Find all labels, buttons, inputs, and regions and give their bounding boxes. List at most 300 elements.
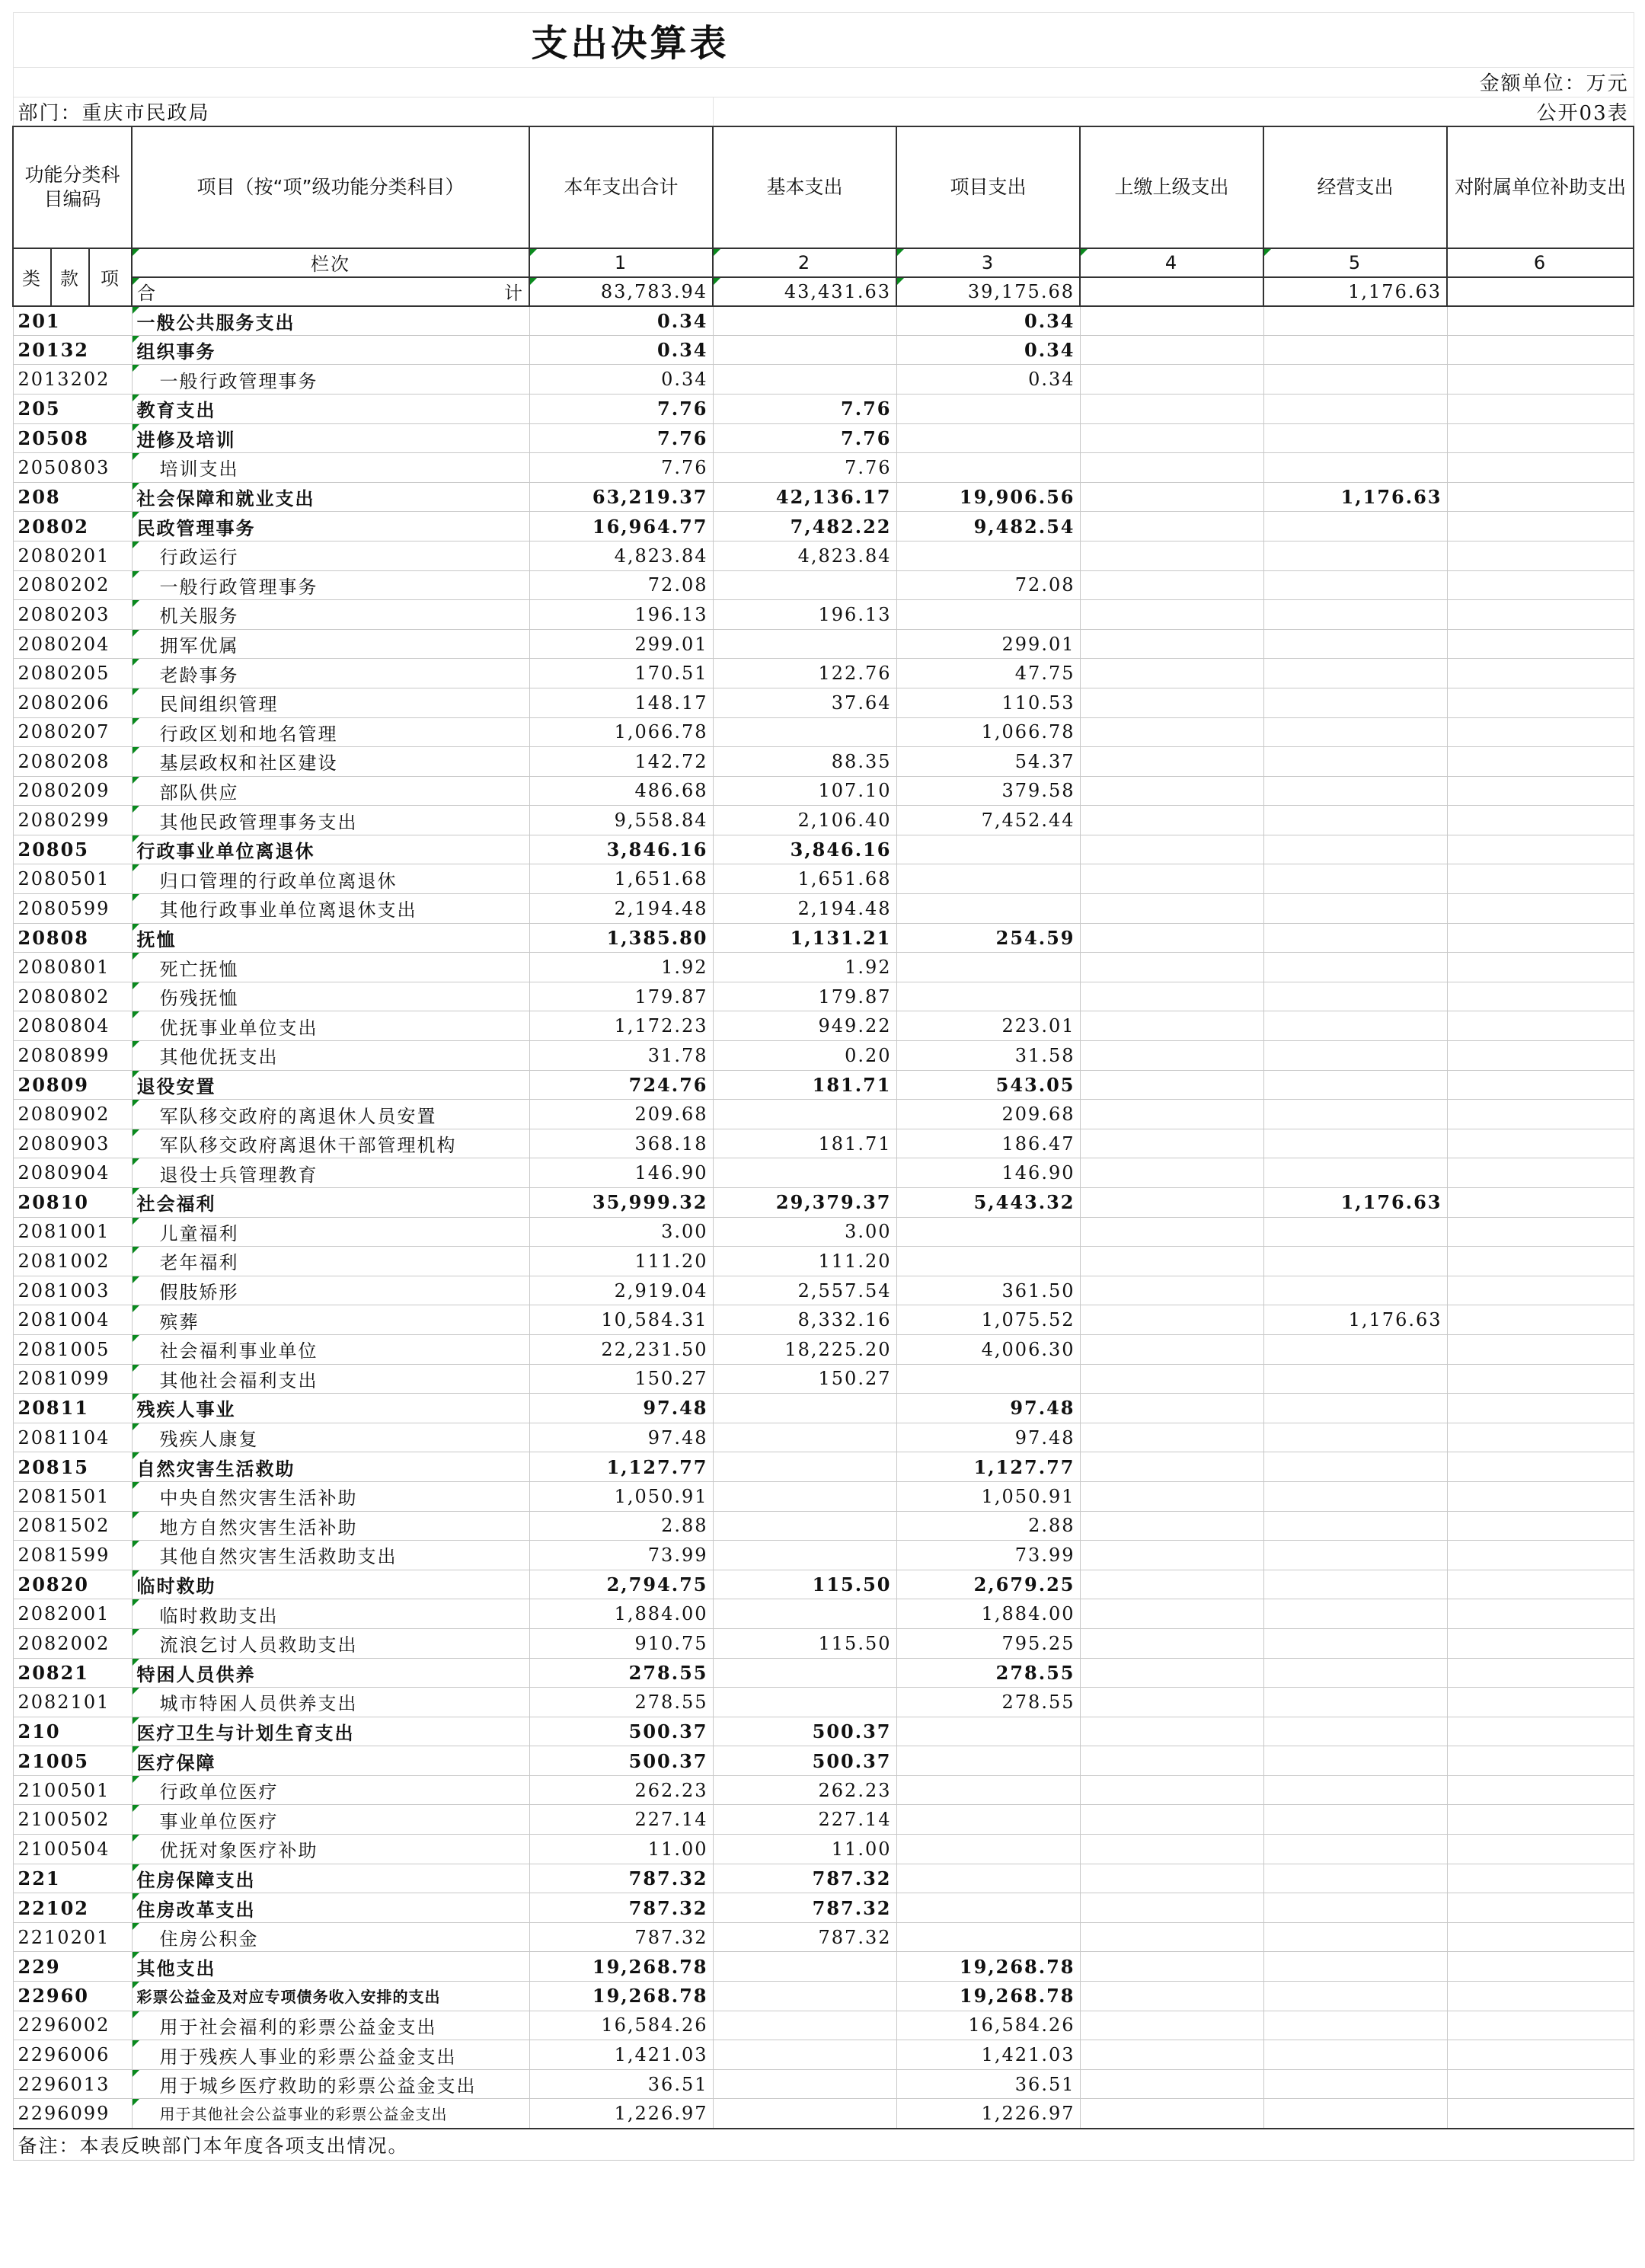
row-project bbox=[896, 600, 1080, 630]
table-row bbox=[13, 1041, 1634, 1071]
row-upper bbox=[1080, 570, 1263, 600]
row-code: 2080208 bbox=[13, 747, 132, 777]
row-subsidy bbox=[1447, 1364, 1634, 1394]
row-project: 795.25 bbox=[896, 1628, 1080, 1658]
row-project bbox=[896, 1746, 1080, 1776]
table-row bbox=[13, 335, 1634, 365]
table-row bbox=[13, 1717, 1634, 1746]
row-basic bbox=[713, 1100, 896, 1129]
row-upper bbox=[1080, 982, 1263, 1011]
row-code: 2081099 bbox=[13, 1364, 132, 1394]
row-subsidy bbox=[1447, 1334, 1634, 1364]
row-upper bbox=[1080, 1276, 1263, 1305]
row-item-name: 行政运行 bbox=[132, 541, 529, 570]
row-subsidy bbox=[1447, 482, 1634, 512]
row-total: 1.92 bbox=[529, 953, 713, 982]
table-row bbox=[13, 1864, 1634, 1893]
row-upper bbox=[1080, 1158, 1263, 1188]
row-total: 9,558.84 bbox=[529, 806, 713, 835]
row-total: 148.17 bbox=[529, 688, 713, 717]
row-upper bbox=[1080, 600, 1263, 630]
row-code: 2080804 bbox=[13, 1011, 132, 1041]
row-project bbox=[896, 1217, 1080, 1247]
row-item-name: 其他民政管理事务支出 bbox=[132, 806, 529, 835]
row-upper bbox=[1080, 1452, 1263, 1482]
row-project: 9,482.54 bbox=[896, 512, 1080, 541]
row-upper bbox=[1080, 1982, 1263, 2011]
table-row bbox=[13, 717, 1634, 747]
row-business bbox=[1263, 1452, 1447, 1482]
table-row bbox=[13, 1952, 1634, 1982]
row-item-name: 地方自然灾害生活补助 bbox=[132, 1511, 529, 1541]
table-row bbox=[13, 1423, 1634, 1452]
row-basic: 787.32 bbox=[713, 1922, 896, 1952]
row-basic bbox=[713, 2069, 896, 2099]
row-business bbox=[1263, 1247, 1447, 1276]
row-item-name: 部队供应 bbox=[132, 776, 529, 806]
row-code: 2080299 bbox=[13, 806, 132, 835]
row-basic bbox=[713, 1982, 896, 2011]
row-item-name: 住房公积金 bbox=[132, 1922, 529, 1952]
row-item-name: 用于残疾人事业的彩票公益金支出 bbox=[132, 2040, 529, 2070]
row-subsidy bbox=[1447, 1070, 1634, 1100]
row-item-name: 其他优抚支出 bbox=[132, 1041, 529, 1071]
row-subsidy bbox=[1447, 600, 1634, 630]
row-item-name: 退役士兵管理教育 bbox=[132, 1158, 529, 1188]
row-basic bbox=[713, 1688, 896, 1717]
row-total: 1,651.68 bbox=[529, 864, 713, 894]
table-row bbox=[13, 1775, 1634, 1805]
row-total: 209.68 bbox=[529, 1100, 713, 1129]
row-code: 205 bbox=[13, 394, 132, 423]
row-business bbox=[1263, 2099, 1447, 2129]
row-item-name: 用于其他社会公益事业的彩票公益金支出 bbox=[132, 2099, 529, 2129]
row-total: 170.51 bbox=[529, 659, 713, 688]
row-basic bbox=[713, 1423, 896, 1452]
row-item-name: 死亡抚恤 bbox=[132, 953, 529, 982]
row-upper bbox=[1080, 1599, 1263, 1629]
row-business bbox=[1263, 629, 1447, 659]
subheader-col2: 2 bbox=[713, 248, 896, 277]
row-upper bbox=[1080, 1511, 1263, 1541]
row-item-name: 其他社会福利支出 bbox=[132, 1364, 529, 1394]
row-basic bbox=[713, 365, 896, 395]
row-basic: 500.37 bbox=[713, 1717, 896, 1746]
row-item-name: 临时救助支出 bbox=[132, 1599, 529, 1629]
row-total: 1,884.00 bbox=[529, 1599, 713, 1629]
row-total: 0.34 bbox=[529, 365, 713, 395]
row-business bbox=[1263, 512, 1447, 541]
row-basic: 107.10 bbox=[713, 776, 896, 806]
table-row bbox=[13, 776, 1634, 806]
row-project bbox=[896, 894, 1080, 924]
row-business bbox=[1263, 717, 1447, 747]
row-code: 2296099 bbox=[13, 2099, 132, 2129]
row-upper bbox=[1080, 1247, 1263, 1276]
row-item-name: 特困人员供养 bbox=[132, 1658, 529, 1688]
row-total: 368.18 bbox=[529, 1129, 713, 1158]
row-upper bbox=[1080, 1481, 1263, 1511]
row-basic bbox=[713, 1394, 896, 1423]
row-project: 110.53 bbox=[896, 688, 1080, 717]
table-row bbox=[13, 1011, 1634, 1041]
row-code: 2082001 bbox=[13, 1599, 132, 1629]
row-basic: 2,106.40 bbox=[713, 806, 896, 835]
row-subsidy bbox=[1447, 1158, 1634, 1188]
row-code: 2081002 bbox=[13, 1247, 132, 1276]
row-project bbox=[896, 1864, 1080, 1893]
table-row bbox=[13, 541, 1634, 570]
row-total: 787.32 bbox=[529, 1893, 713, 1923]
row-business bbox=[1263, 1570, 1447, 1599]
row-upper bbox=[1080, 1011, 1263, 1041]
row-upper bbox=[1080, 1041, 1263, 1071]
row-total: 278.55 bbox=[529, 1688, 713, 1717]
row-code: 2080802 bbox=[13, 982, 132, 1011]
row-upper bbox=[1080, 1423, 1263, 1452]
row-project: 543.05 bbox=[896, 1070, 1080, 1100]
amount-unit: 金额单位：万元 bbox=[13, 68, 1634, 97]
row-code: 2080205 bbox=[13, 659, 132, 688]
row-subsidy bbox=[1447, 1922, 1634, 1952]
row-total: 500.37 bbox=[529, 1746, 713, 1776]
row-business bbox=[1263, 335, 1447, 365]
row-code: 20821 bbox=[13, 1658, 132, 1688]
row-project: 278.55 bbox=[896, 1658, 1080, 1688]
row-business bbox=[1263, 2040, 1447, 2070]
row-upper bbox=[1080, 1334, 1263, 1364]
row-item-name: 老龄事务 bbox=[132, 659, 529, 688]
row-item-name: 军队移交政府的离退休人员安置 bbox=[132, 1100, 529, 1129]
row-item-name: 归口管理的行政单位离退休 bbox=[132, 864, 529, 894]
row-project: 1,226.97 bbox=[896, 2099, 1080, 2129]
row-basic: 42,136.17 bbox=[713, 482, 896, 512]
table-row bbox=[13, 688, 1634, 717]
row-item-name: 军队移交政府离退休干部管理机构 bbox=[132, 1129, 529, 1158]
row-business bbox=[1263, 1041, 1447, 1071]
row-basic: 3.00 bbox=[713, 1217, 896, 1247]
row-business bbox=[1263, 1922, 1447, 1952]
row-code: 20132 bbox=[13, 335, 132, 365]
row-project: 7,452.44 bbox=[896, 806, 1080, 835]
row-upper bbox=[1080, 306, 1263, 336]
row-basic: 181.71 bbox=[713, 1129, 896, 1158]
row-upper bbox=[1080, 1893, 1263, 1923]
table-row bbox=[13, 394, 1634, 423]
total-label-left: 合 bbox=[137, 283, 157, 305]
row-project: 1,127.77 bbox=[896, 1452, 1080, 1482]
table-row bbox=[13, 423, 1634, 453]
row-subsidy bbox=[1447, 1247, 1634, 1276]
row-total: 179.87 bbox=[529, 982, 713, 1011]
row-upper bbox=[1080, 1688, 1263, 1717]
row-subsidy bbox=[1447, 1011, 1634, 1041]
row-business bbox=[1263, 2011, 1447, 2040]
row-code: 20809 bbox=[13, 1070, 132, 1100]
row-upper bbox=[1080, 806, 1263, 835]
row-basic: 7,482.22 bbox=[713, 512, 896, 541]
row-upper bbox=[1080, 1658, 1263, 1688]
table-row bbox=[13, 659, 1634, 688]
row-code: 20802 bbox=[13, 512, 132, 541]
row-subsidy bbox=[1447, 629, 1634, 659]
row-total: 7.76 bbox=[529, 423, 713, 453]
row-subsidy bbox=[1447, 306, 1634, 336]
row-project: 47.75 bbox=[896, 659, 1080, 688]
table-row bbox=[13, 2069, 1634, 2099]
row-upper bbox=[1080, 835, 1263, 864]
table-row bbox=[13, 570, 1634, 600]
table-row bbox=[13, 1100, 1634, 1129]
row-business bbox=[1263, 365, 1447, 395]
row-upper bbox=[1080, 1922, 1263, 1952]
row-total: 19,268.78 bbox=[529, 1982, 713, 2011]
row-project: 16,584.26 bbox=[896, 2011, 1080, 2040]
header-subsidy: 对附属单位补助支出 bbox=[1447, 126, 1634, 248]
row-item-name: 机关服务 bbox=[132, 600, 529, 630]
row-total: 35,999.32 bbox=[529, 1188, 713, 1218]
row-total: 1,050.91 bbox=[529, 1481, 713, 1511]
row-item-name: 临时救助 bbox=[132, 1570, 529, 1599]
row-basic: 787.32 bbox=[713, 1864, 896, 1893]
row-upper bbox=[1080, 717, 1263, 747]
row-business bbox=[1263, 1952, 1447, 1982]
row-total: 3.00 bbox=[529, 1217, 713, 1247]
row-basic bbox=[713, 2040, 896, 2070]
total-label-right: 计 bbox=[504, 283, 524, 305]
row-basic: 122.76 bbox=[713, 659, 896, 688]
row-code: 2080903 bbox=[13, 1129, 132, 1158]
row-basic bbox=[713, 335, 896, 365]
row-basic: 115.50 bbox=[713, 1570, 896, 1599]
row-basic: 181.71 bbox=[713, 1070, 896, 1100]
row-business bbox=[1263, 1511, 1447, 1541]
row-business bbox=[1263, 864, 1447, 894]
row-business bbox=[1263, 1158, 1447, 1188]
row-upper bbox=[1080, 512, 1263, 541]
row-business bbox=[1263, 1688, 1447, 1717]
row-business bbox=[1263, 776, 1447, 806]
row-subsidy bbox=[1447, 335, 1634, 365]
table-row bbox=[13, 1070, 1634, 1100]
row-project: 19,268.78 bbox=[896, 1952, 1080, 1982]
row-subsidy bbox=[1447, 1952, 1634, 1982]
row-code: 2080201 bbox=[13, 541, 132, 570]
row-code: 210 bbox=[13, 1717, 132, 1746]
row-subsidy bbox=[1447, 1217, 1634, 1247]
row-business bbox=[1263, 570, 1447, 600]
row-project: 0.34 bbox=[896, 306, 1080, 336]
header-total: 本年支出合计 bbox=[529, 126, 713, 248]
row-business bbox=[1263, 1481, 1447, 1511]
row-total: 1,127.77 bbox=[529, 1452, 713, 1482]
table-row bbox=[13, 953, 1634, 982]
table-number: 公开03表 bbox=[713, 97, 1634, 126]
row-code: 2081501 bbox=[13, 1481, 132, 1511]
page-title: 支出决算表 bbox=[13, 13, 1634, 68]
row-total: 4,823.84 bbox=[529, 541, 713, 570]
subheader-kuan: 款 bbox=[51, 248, 89, 306]
row-project bbox=[896, 864, 1080, 894]
row-subsidy bbox=[1447, 717, 1634, 747]
row-item-name: 优抚对象医疗补助 bbox=[132, 1835, 529, 1864]
table-row bbox=[13, 482, 1634, 512]
row-project: 5,443.32 bbox=[896, 1188, 1080, 1218]
row-business bbox=[1263, 453, 1447, 483]
row-code: 2080206 bbox=[13, 688, 132, 717]
row-upper bbox=[1080, 541, 1263, 570]
row-project: 31.58 bbox=[896, 1041, 1080, 1071]
row-item-name: 中央自然灾害生活补助 bbox=[132, 1481, 529, 1511]
row-business bbox=[1263, 1011, 1447, 1041]
row-code: 22960 bbox=[13, 1982, 132, 2011]
header-project: 项目支出 bbox=[896, 126, 1080, 248]
row-subsidy bbox=[1447, 2069, 1634, 2099]
row-subsidy bbox=[1447, 1746, 1634, 1776]
table-row bbox=[13, 600, 1634, 630]
row-upper bbox=[1080, 2099, 1263, 2129]
row-code: 20815 bbox=[13, 1452, 132, 1482]
row-total: 11.00 bbox=[529, 1835, 713, 1864]
row-project: 97.48 bbox=[896, 1423, 1080, 1452]
row-item-name: 行政事业单位离退休 bbox=[132, 835, 529, 864]
row-item-name: 其他自然灾害生活救助支出 bbox=[132, 1541, 529, 1570]
row-project: 254.59 bbox=[896, 923, 1080, 953]
row-total: 1,066.78 bbox=[529, 717, 713, 747]
row-upper bbox=[1080, 335, 1263, 365]
row-subsidy bbox=[1447, 2011, 1634, 2040]
row-basic: 18,225.20 bbox=[713, 1334, 896, 1364]
row-project bbox=[896, 1717, 1080, 1746]
row-code: 2081599 bbox=[13, 1541, 132, 1570]
row-upper bbox=[1080, 1717, 1263, 1746]
row-upper bbox=[1080, 864, 1263, 894]
row-project bbox=[896, 453, 1080, 483]
row-business bbox=[1263, 1746, 1447, 1776]
row-project bbox=[896, 1247, 1080, 1276]
row-project bbox=[896, 394, 1080, 423]
header-basic: 基本支出 bbox=[713, 126, 896, 248]
row-total: 63,219.37 bbox=[529, 482, 713, 512]
row-subsidy bbox=[1447, 776, 1634, 806]
row-business bbox=[1263, 982, 1447, 1011]
subheader-lei: 类 bbox=[13, 248, 51, 306]
row-project bbox=[896, 1835, 1080, 1864]
row-total: 10,584.31 bbox=[529, 1305, 713, 1335]
row-business bbox=[1263, 659, 1447, 688]
row-upper bbox=[1080, 747, 1263, 777]
row-total: 1,421.03 bbox=[529, 2040, 713, 2070]
row-code: 2100504 bbox=[13, 1835, 132, 1864]
row-code: 20810 bbox=[13, 1188, 132, 1218]
table-row bbox=[13, 1835, 1634, 1864]
row-subsidy bbox=[1447, 923, 1634, 953]
row-upper bbox=[1080, 1952, 1263, 1982]
row-business bbox=[1263, 1129, 1447, 1158]
row-total: 72.08 bbox=[529, 570, 713, 600]
row-code: 221 bbox=[13, 1864, 132, 1893]
table-row bbox=[13, 2099, 1634, 2129]
table-row bbox=[13, 1599, 1634, 1629]
table-row bbox=[13, 806, 1634, 835]
row-business bbox=[1263, 1423, 1447, 1452]
row-subsidy bbox=[1447, 894, 1634, 924]
row-code: 201 bbox=[13, 306, 132, 336]
row-business bbox=[1263, 1394, 1447, 1423]
row-business bbox=[1263, 1100, 1447, 1129]
row-upper bbox=[1080, 1305, 1263, 1335]
subheader-col6: 6 bbox=[1447, 248, 1634, 277]
row-upper bbox=[1080, 1364, 1263, 1394]
row-item-name: 行政单位医疗 bbox=[132, 1775, 529, 1805]
row-total: 2,194.48 bbox=[529, 894, 713, 924]
row-item-name: 民政管理事务 bbox=[132, 512, 529, 541]
row-business bbox=[1263, 600, 1447, 630]
row-code: 2080209 bbox=[13, 776, 132, 806]
row-subsidy bbox=[1447, 1893, 1634, 1923]
row-basic: 1,651.68 bbox=[713, 864, 896, 894]
subheader-col1: 1 bbox=[529, 248, 713, 277]
row-business bbox=[1263, 688, 1447, 717]
table-row bbox=[13, 306, 1634, 336]
table-row bbox=[13, 1658, 1634, 1688]
row-business bbox=[1263, 923, 1447, 953]
row-project: 36.51 bbox=[896, 2069, 1080, 2099]
row-project: 299.01 bbox=[896, 629, 1080, 659]
row-item-name: 退役安置 bbox=[132, 1070, 529, 1100]
table-row bbox=[13, 1628, 1634, 1658]
row-subsidy bbox=[1447, 1541, 1634, 1570]
row-business bbox=[1263, 1775, 1447, 1805]
row-item-name: 优抚事业单位支出 bbox=[132, 1011, 529, 1041]
row-upper bbox=[1080, 629, 1263, 659]
row-total: 142.72 bbox=[529, 747, 713, 777]
row-upper bbox=[1080, 1070, 1263, 1100]
row-total: 97.48 bbox=[529, 1394, 713, 1423]
row-basic bbox=[713, 1481, 896, 1511]
table-row bbox=[13, 2011, 1634, 2040]
row-code: 2296002 bbox=[13, 2011, 132, 2040]
row-project: 1,075.52 bbox=[896, 1305, 1080, 1335]
row-business: 1,176.63 bbox=[1263, 1188, 1447, 1218]
row-business bbox=[1263, 423, 1447, 453]
table-row bbox=[13, 512, 1634, 541]
row-project bbox=[896, 1364, 1080, 1394]
row-subsidy bbox=[1447, 688, 1634, 717]
table-row bbox=[13, 2040, 1634, 2070]
row-item-name: 殡葬 bbox=[132, 1305, 529, 1335]
row-business bbox=[1263, 1864, 1447, 1893]
row-basic bbox=[713, 717, 896, 747]
row-business bbox=[1263, 1276, 1447, 1305]
row-subsidy bbox=[1447, 953, 1634, 982]
row-item-name: 培训支出 bbox=[132, 453, 529, 483]
row-basic: 4,823.84 bbox=[713, 541, 896, 570]
table-row bbox=[13, 1158, 1634, 1188]
row-subsidy bbox=[1447, 1628, 1634, 1658]
row-total: 97.48 bbox=[529, 1423, 713, 1452]
row-upper bbox=[1080, 1864, 1263, 1893]
row-upper bbox=[1080, 1570, 1263, 1599]
row-total: 227.14 bbox=[529, 1805, 713, 1835]
row-item-name: 民间组织管理 bbox=[132, 688, 529, 717]
row-basic: 787.32 bbox=[713, 1893, 896, 1923]
table-row bbox=[13, 1452, 1634, 1482]
row-basic bbox=[713, 570, 896, 600]
row-business: 1,176.63 bbox=[1263, 1305, 1447, 1335]
row-subsidy bbox=[1447, 747, 1634, 777]
row-code: 2080203 bbox=[13, 600, 132, 630]
